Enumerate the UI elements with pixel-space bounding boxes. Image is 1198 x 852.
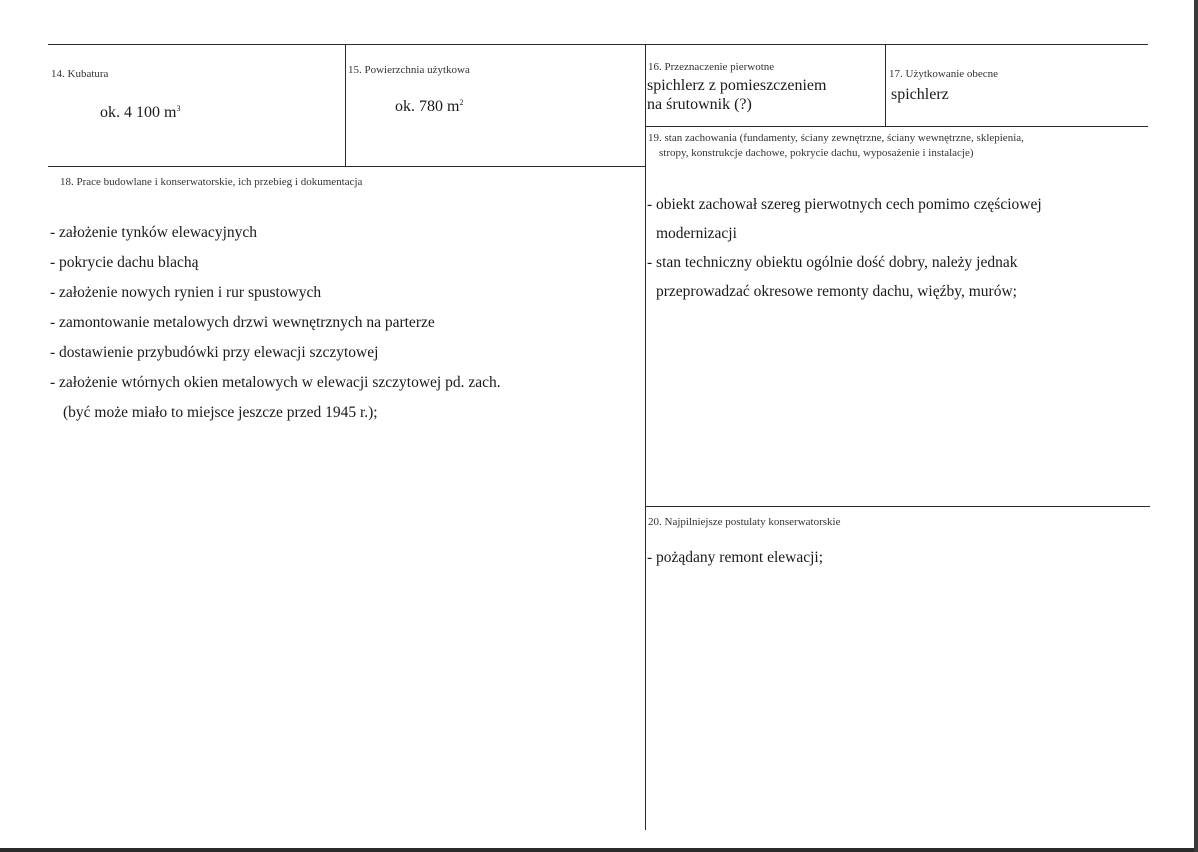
kubatura-value	[100, 104, 180, 122]
postulaty-label: 20. Najpilniejsze postulaty konserwatorskie	[648, 516, 841, 528]
list-item: - założenie wtórnych okien metalowych w elewacji szczytowej pd. zach.	[50, 374, 501, 391]
przeznaczenie-label: 16. Przeznaczenie pierwotne	[648, 61, 775, 73]
uzytkowanie-label: 17. Użytkowanie obecne	[889, 68, 999, 80]
powierzchnia-label: 15. Powierzchnia użytkowa	[348, 64, 470, 76]
uzytkowanie-value: spichlerz	[891, 86, 949, 103]
prace-budowlane-list	[50, 218, 501, 428]
list-item: - zamontowanie metalowych drzwi wewnętrznych na parterze	[50, 314, 435, 331]
kubatura-unit-exponent: 3	[176, 104, 181, 113]
rule-under-14-15	[48, 166, 645, 167]
powierzchnia-unit-exponent: 2	[459, 98, 464, 107]
kubatura-label: 14. Kubatura	[51, 68, 109, 80]
rule-under-16-17	[645, 126, 1148, 127]
prace-budowlane-label: 18. Prace budowlane i konserwatorskie, ich przebieg i dokumentacja	[60, 176, 363, 188]
stan-zachowania-label-line1: 19. stan zachowania (fundamenty, ściany zewnętrzne, ściany wewnętrzne, sklepienia,	[648, 132, 1024, 144]
postulaty-value: - pożądany remont elewacji;	[647, 549, 824, 566]
stan-zachowania-list	[647, 190, 1042, 306]
scan-border-right	[1194, 0, 1198, 852]
list-item: przeprowadzać okresowe remonty dachu, więźby, murów;	[656, 283, 1017, 300]
powierzchnia-value	[395, 98, 463, 116]
list-item: - stan techniczny obiektu ogólnie dość dobry, należy jednak	[647, 254, 1018, 271]
rule-col-main	[645, 44, 646, 830]
powierzchnia-number: ok. 780 m	[395, 98, 460, 115]
rule-above-20	[645, 506, 1150, 507]
list-item: - dostawienie przybudówki przy elewacji szczytowej	[50, 344, 379, 361]
przeznaczenie-line1: spichlerz z pomieszczeniem	[647, 77, 827, 94]
list-item: - założenie tynków elewacyjnych	[50, 224, 258, 241]
rule-col-16-17	[885, 44, 886, 126]
list-item: - założenie nowych rynien i rur spustowych	[50, 284, 322, 301]
list-item: - obiekt zachował szereg pierwotnych cech pomimo częściowej	[647, 196, 1042, 213]
scan-border-bottom	[0, 848, 1198, 852]
list-item: (być może miało to miejsce jeszcze przed 1945 r.);	[63, 404, 378, 421]
przeznaczenie-line2: na śrutownik (?)	[647, 96, 752, 113]
rule-col-14-15	[345, 44, 346, 166]
stan-zachowania-label-line2: stropy, konstrukcje dachowe, pokrycie dachu, wyposażenie i instalacje)	[659, 147, 974, 159]
list-item: modernizacji	[656, 225, 737, 242]
kubatura-number: ok. 4 100 m	[100, 104, 177, 121]
rule-top	[48, 44, 1148, 45]
list-item: - pokrycie dachu blachą	[50, 254, 199, 271]
